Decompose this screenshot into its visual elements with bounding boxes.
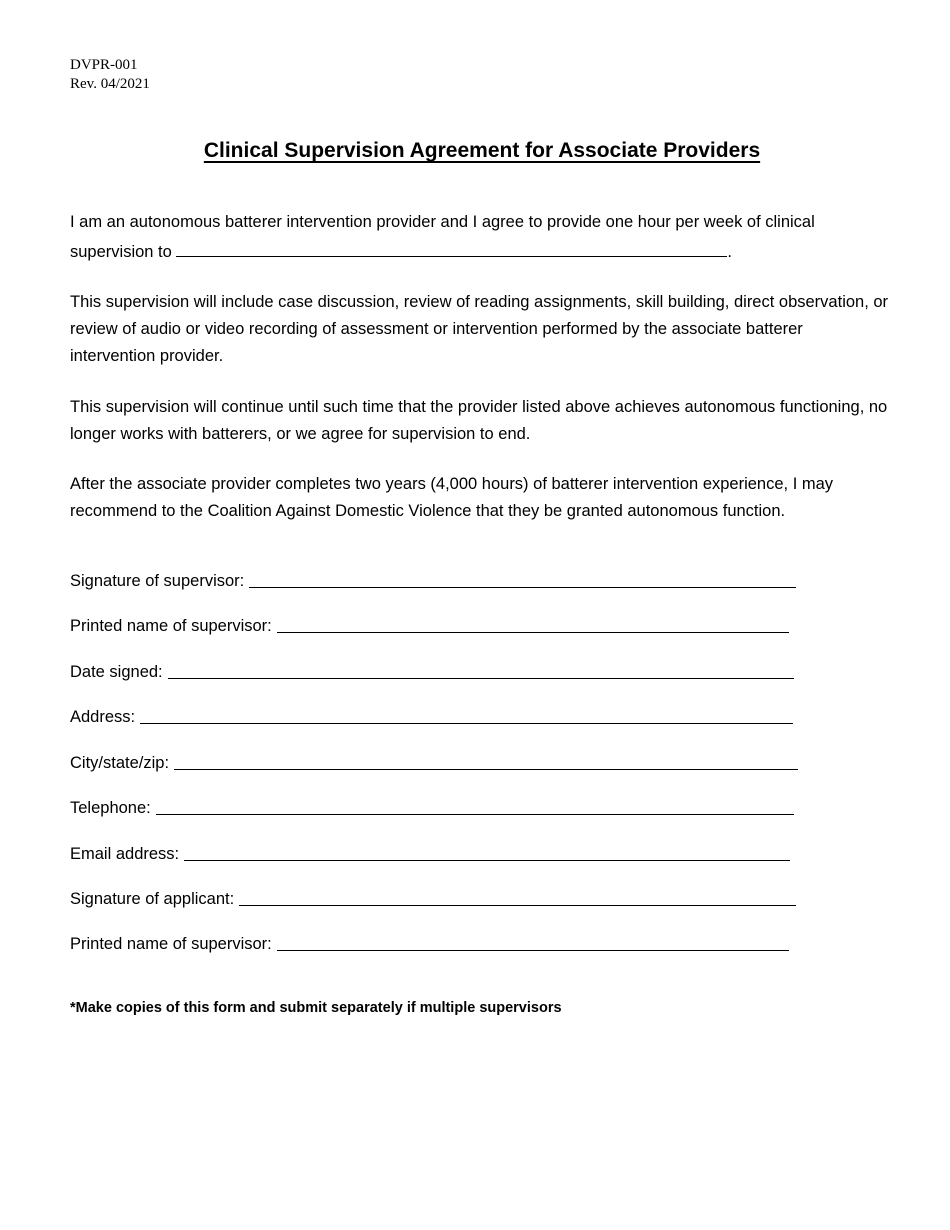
field-label: Date signed: [70, 663, 163, 681]
agreement-text-prefix: supervision to [70, 243, 177, 261]
email-address-line[interactable] [184, 859, 790, 861]
address-line[interactable] [140, 722, 793, 724]
field-label: Signature of supervisor: [70, 572, 245, 590]
form-meta [70, 56, 150, 94]
agreement-text-suffix: . [727, 243, 732, 261]
telephone-field [70, 797, 794, 819]
field-label: Printed name of supervisor: [70, 617, 272, 635]
field-label: Telephone: [70, 799, 151, 817]
applicant-signature-line[interactable] [239, 904, 796, 906]
field-label: City/state/zip: [70, 754, 170, 772]
supervisor-signature-line[interactable] [249, 586, 796, 588]
city-state-zip-field [70, 752, 798, 774]
supervisor-printed-name-field-2 [70, 933, 789, 955]
supervisor-printed-name-field [70, 615, 789, 637]
associate-name-blank[interactable] [176, 241, 727, 257]
supervisor-printed-name-line[interactable] [277, 631, 789, 633]
city-state-zip-line[interactable] [174, 768, 798, 770]
supervision-duration-paragraph: This supervision will continue until such time that the provider listed above achieves autonomous functioning, no longer works with batterers, or we agree for supervision to end. [70, 398, 888, 443]
form-revision: Rev. 04/2021 [70, 76, 150, 92]
supervisor-signature-field [70, 570, 796, 592]
field-label: Signature of applicant: [70, 890, 235, 908]
agreement-paragraph [70, 207, 890, 267]
autonomy-recommendation-paragraph: After the associate provider completes two years (4,000 hours) of batterer intervention experience, I may recommend to the Coalition Against Domestic Violence that they be granted autonomous function. [70, 475, 834, 520]
agreement-text-line1: I am an autonomous batterer intervention provider and I agree to provide one hour per week of clinical [70, 213, 815, 231]
applicant-signature-field [70, 888, 796, 910]
field-label: Printed name of supervisor: [70, 935, 272, 953]
field-label: Address: [70, 708, 136, 726]
form-code: DVPR-001 [70, 57, 138, 73]
field-label: Email address: [70, 845, 180, 863]
date-signed-field [70, 661, 794, 683]
copies-note: *Make copies of this form and submit separately if multiple supervisors [70, 1000, 562, 1016]
address-field [70, 706, 793, 728]
page-title: Clinical Supervision Agreement for Associate Providers [203, 139, 761, 162]
supervisor-printed-name-line-2[interactable] [277, 949, 789, 951]
telephone-line[interactable] [156, 813, 794, 815]
date-signed-line[interactable] [168, 677, 794, 679]
email-address-field [70, 843, 790, 865]
supervision-content-paragraph: This supervision will include case discussion, review of reading assignments, skill building, direct observation, or review of audio or video recording of assessment or intervention performed by the associate batterer intervention provider. [70, 293, 889, 365]
